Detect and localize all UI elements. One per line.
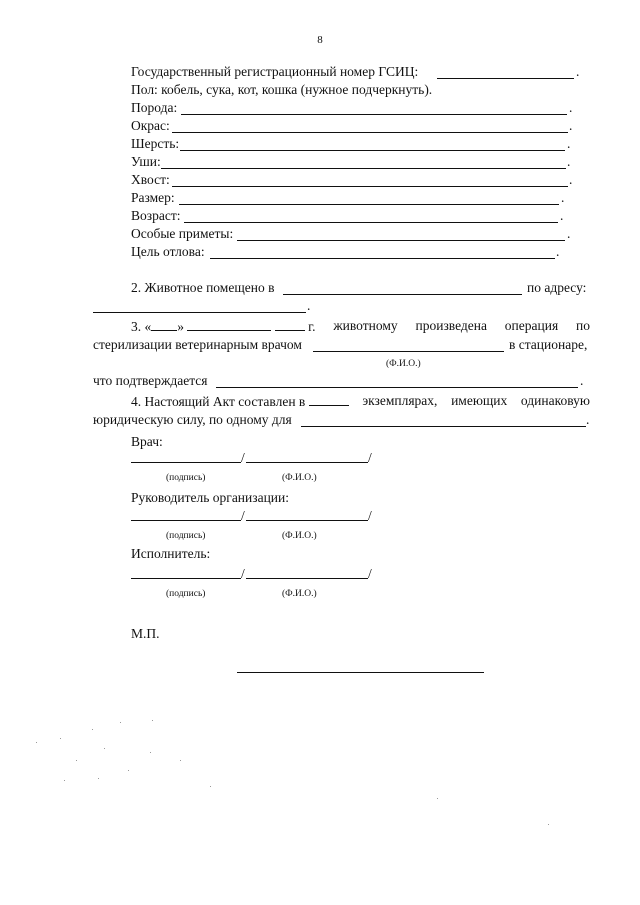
field-label-marks: Особые приметы: (131, 226, 234, 241)
executor-fio-caption: (Ф.И.О.) (282, 589, 317, 599)
field-label-tail: Хвост: (131, 172, 170, 187)
item2-address-field[interactable] (93, 312, 306, 313)
item3-line1: 3. « » г. животному произведена операция по (131, 318, 590, 334)
item3-confirm-field[interactable] (216, 387, 578, 388)
page-number: 8 (317, 34, 323, 46)
field-size[interactable] (179, 204, 559, 205)
item3-confirm: что подтверждается (93, 373, 208, 388)
field-tail[interactable] (172, 186, 568, 187)
head-label: Руководитель организации: (131, 490, 290, 505)
item4-for-field[interactable] (301, 426, 586, 427)
doctor-label: Врач: (131, 434, 163, 449)
bottom-separator (237, 672, 484, 673)
executor-label: Исполнитель: (131, 546, 211, 561)
field-label-color: Окрас: (131, 118, 170, 133)
field-label-age: Возраст: (131, 208, 181, 223)
field-label-ears: Уши: (131, 154, 161, 169)
executor-fio-field[interactable] (246, 578, 368, 579)
item3-day-field[interactable] (151, 318, 177, 331)
item2-address-label: по адресу: (527, 280, 587, 295)
item3-month-field[interactable] (187, 318, 271, 331)
field-age[interactable] (184, 222, 558, 223)
item2-place-field[interactable] (283, 294, 522, 295)
field-label-purpose: Цель отлова: (131, 244, 205, 259)
field-label-fur: Шерсть: (131, 136, 180, 151)
doctor-fio-caption: (Ф.И.О.) (282, 473, 317, 483)
sex-line: Пол: кобель, сука, кот, кошка (нужное подчеркнуть). (131, 82, 433, 97)
item3-line2: стерилизации ветеринарным врачом (93, 337, 302, 352)
field-fur[interactable] (180, 150, 565, 151)
field-color[interactable] (172, 132, 568, 133)
field-breed[interactable] (181, 114, 567, 115)
item2-text: 2. Животное помещено в (131, 280, 275, 295)
item4-line2: юридическую силу, по одному для (93, 412, 292, 427)
head-signature-caption: (подпись) (166, 531, 206, 541)
doctor-signature-field[interactable] (131, 462, 241, 463)
gsic-field[interactable] (437, 78, 574, 79)
field-label-breed: Порода: (131, 100, 178, 115)
item3-year-field[interactable] (275, 318, 305, 331)
head-fio-field[interactable] (246, 520, 368, 521)
field-ears[interactable] (161, 168, 566, 169)
stamp-place: М.П. (131, 626, 160, 641)
field-marks[interactable] (237, 240, 565, 241)
executor-signature-caption: (подпись) (166, 589, 206, 599)
item4-copies-field[interactable] (309, 393, 349, 406)
field-purpose[interactable] (210, 258, 555, 259)
item4-line1: 4. Настоящий Акт составлен в экземплярах, имеющих одинаковую (131, 393, 590, 409)
item3-fio-caption: (Ф.И.О.) (386, 359, 421, 369)
field-label-size: Размер: (131, 190, 175, 205)
doctor-fio-field[interactable] (246, 462, 368, 463)
executor-signature-field[interactable] (131, 578, 241, 579)
head-fio-caption: (Ф.И.О.) (282, 531, 317, 541)
doctor-signature-caption: (подпись) (166, 473, 206, 483)
gsic-label: Государственный регистрационный номер ГСИЦ: (131, 64, 419, 79)
head-signature-field[interactable] (131, 520, 241, 521)
item3-vet-field[interactable] (313, 351, 504, 352)
item3-line2-end: в стационаре, (509, 337, 588, 352)
